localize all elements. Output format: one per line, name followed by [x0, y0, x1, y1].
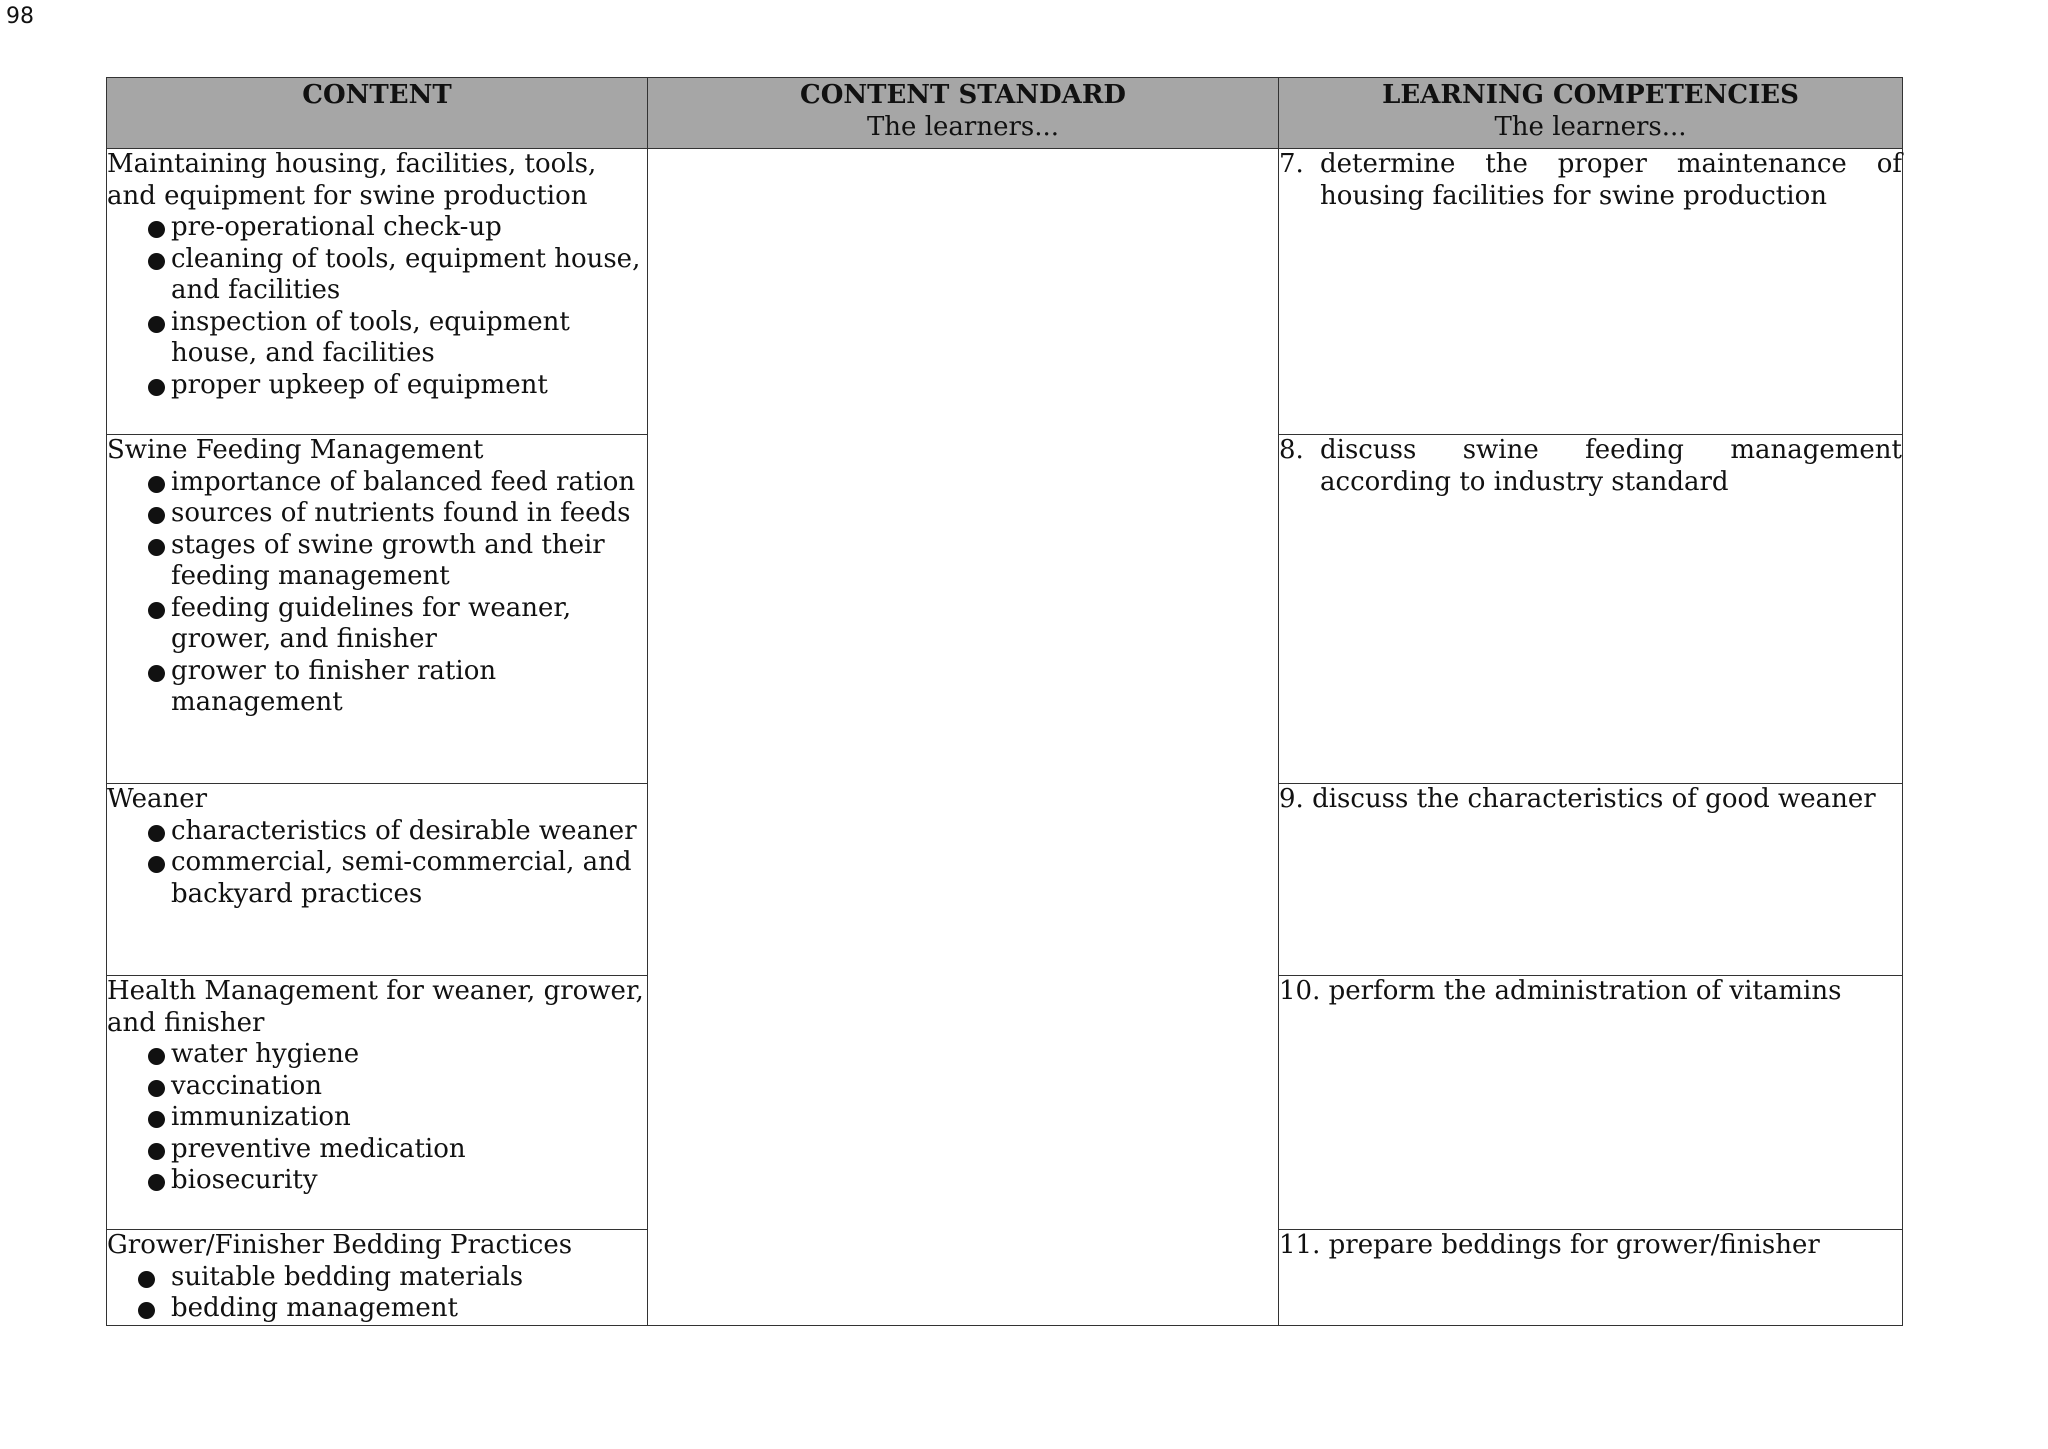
list-item-text: importance of balanced feed ration [171, 466, 636, 497]
competency-item [1279, 784, 1902, 816]
competency-cell [1279, 1230, 1903, 1326]
list-item-text: suitable bedding materials [171, 1261, 524, 1292]
content-topic: Weaner [107, 784, 208, 814]
competency-item [1279, 1230, 1902, 1262]
header-standard-title: CONTENT STANDARD [800, 80, 1126, 110]
bullet-icon [138, 1271, 155, 1288]
list-item-text: feeding guidelines for weaner, grower, and finisher [171, 592, 572, 654]
content-topic: Maintaining housing, facilities, tools, and equipment for swine production [107, 149, 597, 211]
list-item-text: immunization [171, 1102, 351, 1132]
list-item [107, 307, 647, 370]
bullet-icon [148, 379, 165, 396]
competency-item [1279, 976, 1902, 1008]
competency-cell [1279, 435, 1903, 784]
list-item [107, 244, 647, 307]
competency-item [1279, 435, 1902, 498]
list-item [107, 656, 647, 719]
bullet-icon [148, 1048, 165, 1065]
header-standard-sub: The learners... [866, 111, 1060, 142]
list-item-text: characteristics of desirable weaner [171, 815, 637, 846]
bullet-icon [148, 316, 165, 333]
bullet-icon [148, 476, 165, 493]
list-item [107, 1039, 647, 1071]
list-item [107, 1293, 647, 1325]
header-competencies-sub: The learners... [1494, 111, 1687, 142]
bullet-icon [138, 1302, 155, 1319]
content-cell [107, 1230, 648, 1326]
competency-text: determine the proper maintenance of housing facilities for swine production [1320, 149, 1902, 211]
list-item-text: vaccination [171, 1070, 323, 1101]
bullet-icon [148, 1080, 165, 1097]
content-bullet-list [107, 816, 647, 911]
competency-text: discuss the characteristics of good weaner [1312, 784, 1876, 814]
list-item-text: pre-operational check-up [171, 212, 502, 242]
header-content [107, 78, 648, 149]
bullet-icon [148, 825, 165, 842]
competency-text: discuss swine feeding management according to industry standard [1320, 435, 1902, 497]
page-number: 98 [6, 4, 34, 29]
competency-number: 10. [1279, 976, 1321, 1006]
competency-number: 8. [1279, 435, 1304, 465]
curriculum-table [106, 77, 1903, 1326]
list-item-text: sources of nutrients found in feeds [171, 498, 631, 528]
competency-cell [1279, 784, 1903, 976]
list-item-text: stages of swine growth and their feeding management [171, 529, 605, 591]
content-bullet-list [107, 467, 647, 719]
list-item [107, 212, 647, 244]
list-item [107, 1262, 647, 1294]
table-header-row [107, 78, 1903, 149]
list-item [107, 1165, 647, 1197]
competency-text: perform the administration of vitamins [1328, 976, 1842, 1006]
content-topic: Grower/Finisher Bedding Practices [107, 1230, 573, 1260]
list-item-text: commercial, semi-commercial, and backyard practices [171, 847, 632, 909]
competency-number: 11. [1279, 1230, 1321, 1260]
table-row [107, 149, 1903, 435]
list-item-text: water hygiene [171, 1039, 360, 1069]
content-cell [107, 784, 648, 976]
list-item [107, 498, 647, 530]
header-competencies-title: LEARNING COMPETENCIES [1382, 80, 1799, 110]
bullet-icon [148, 665, 165, 682]
bullet-icon [148, 856, 165, 873]
content-bullet-list [107, 1039, 647, 1197]
content-topic: Swine Feeding Management [107, 435, 484, 465]
bullet-icon [148, 507, 165, 524]
competency-number: 9. [1279, 784, 1304, 814]
list-item [107, 467, 647, 499]
content-bullet-list [107, 1262, 647, 1325]
list-item [107, 593, 647, 656]
list-item-text: proper upkeep of equipment [171, 369, 548, 400]
bullet-icon [148, 539, 165, 556]
list-item [107, 816, 647, 848]
list-item [107, 847, 647, 910]
header-content-standard [648, 78, 1279, 149]
list-item-text: grower to finisher ration management [171, 655, 497, 717]
list-item-text: preventive medication [171, 1133, 466, 1164]
content-topic: Health Management for weaner, grower, and finisher [107, 976, 644, 1038]
list-item [107, 1134, 647, 1166]
list-item-text: cleaning of tools, equipment house, and facilities [171, 243, 641, 305]
list-item [107, 530, 647, 593]
content-cell [107, 435, 648, 784]
competency-number: 7. [1279, 149, 1304, 179]
competency-cell [1279, 149, 1903, 435]
content-cell [107, 149, 648, 435]
bullet-icon [148, 1143, 165, 1160]
content-cell [107, 976, 648, 1230]
list-item-text: bedding management [171, 1293, 458, 1323]
content-bullet-list [107, 212, 647, 401]
header-content-title: CONTENT [302, 80, 452, 110]
bullet-icon [148, 602, 165, 619]
bullet-icon [148, 1111, 165, 1128]
list-item [107, 1071, 647, 1103]
list-item [107, 1102, 647, 1134]
bullet-icon [148, 221, 165, 238]
list-item [107, 370, 647, 402]
list-item-text: biosecurity [171, 1165, 318, 1195]
list-item-text: inspection of tools, equipment house, and facilities [171, 306, 570, 368]
competency-item [1279, 149, 1902, 212]
header-learning-competencies [1279, 78, 1903, 149]
competency-cell [1279, 976, 1903, 1230]
bullet-icon [148, 253, 165, 270]
competency-text: prepare beddings for grower/finisher [1328, 1230, 1820, 1260]
bullet-icon [148, 1174, 165, 1191]
content-standard-cell [648, 149, 1279, 1326]
